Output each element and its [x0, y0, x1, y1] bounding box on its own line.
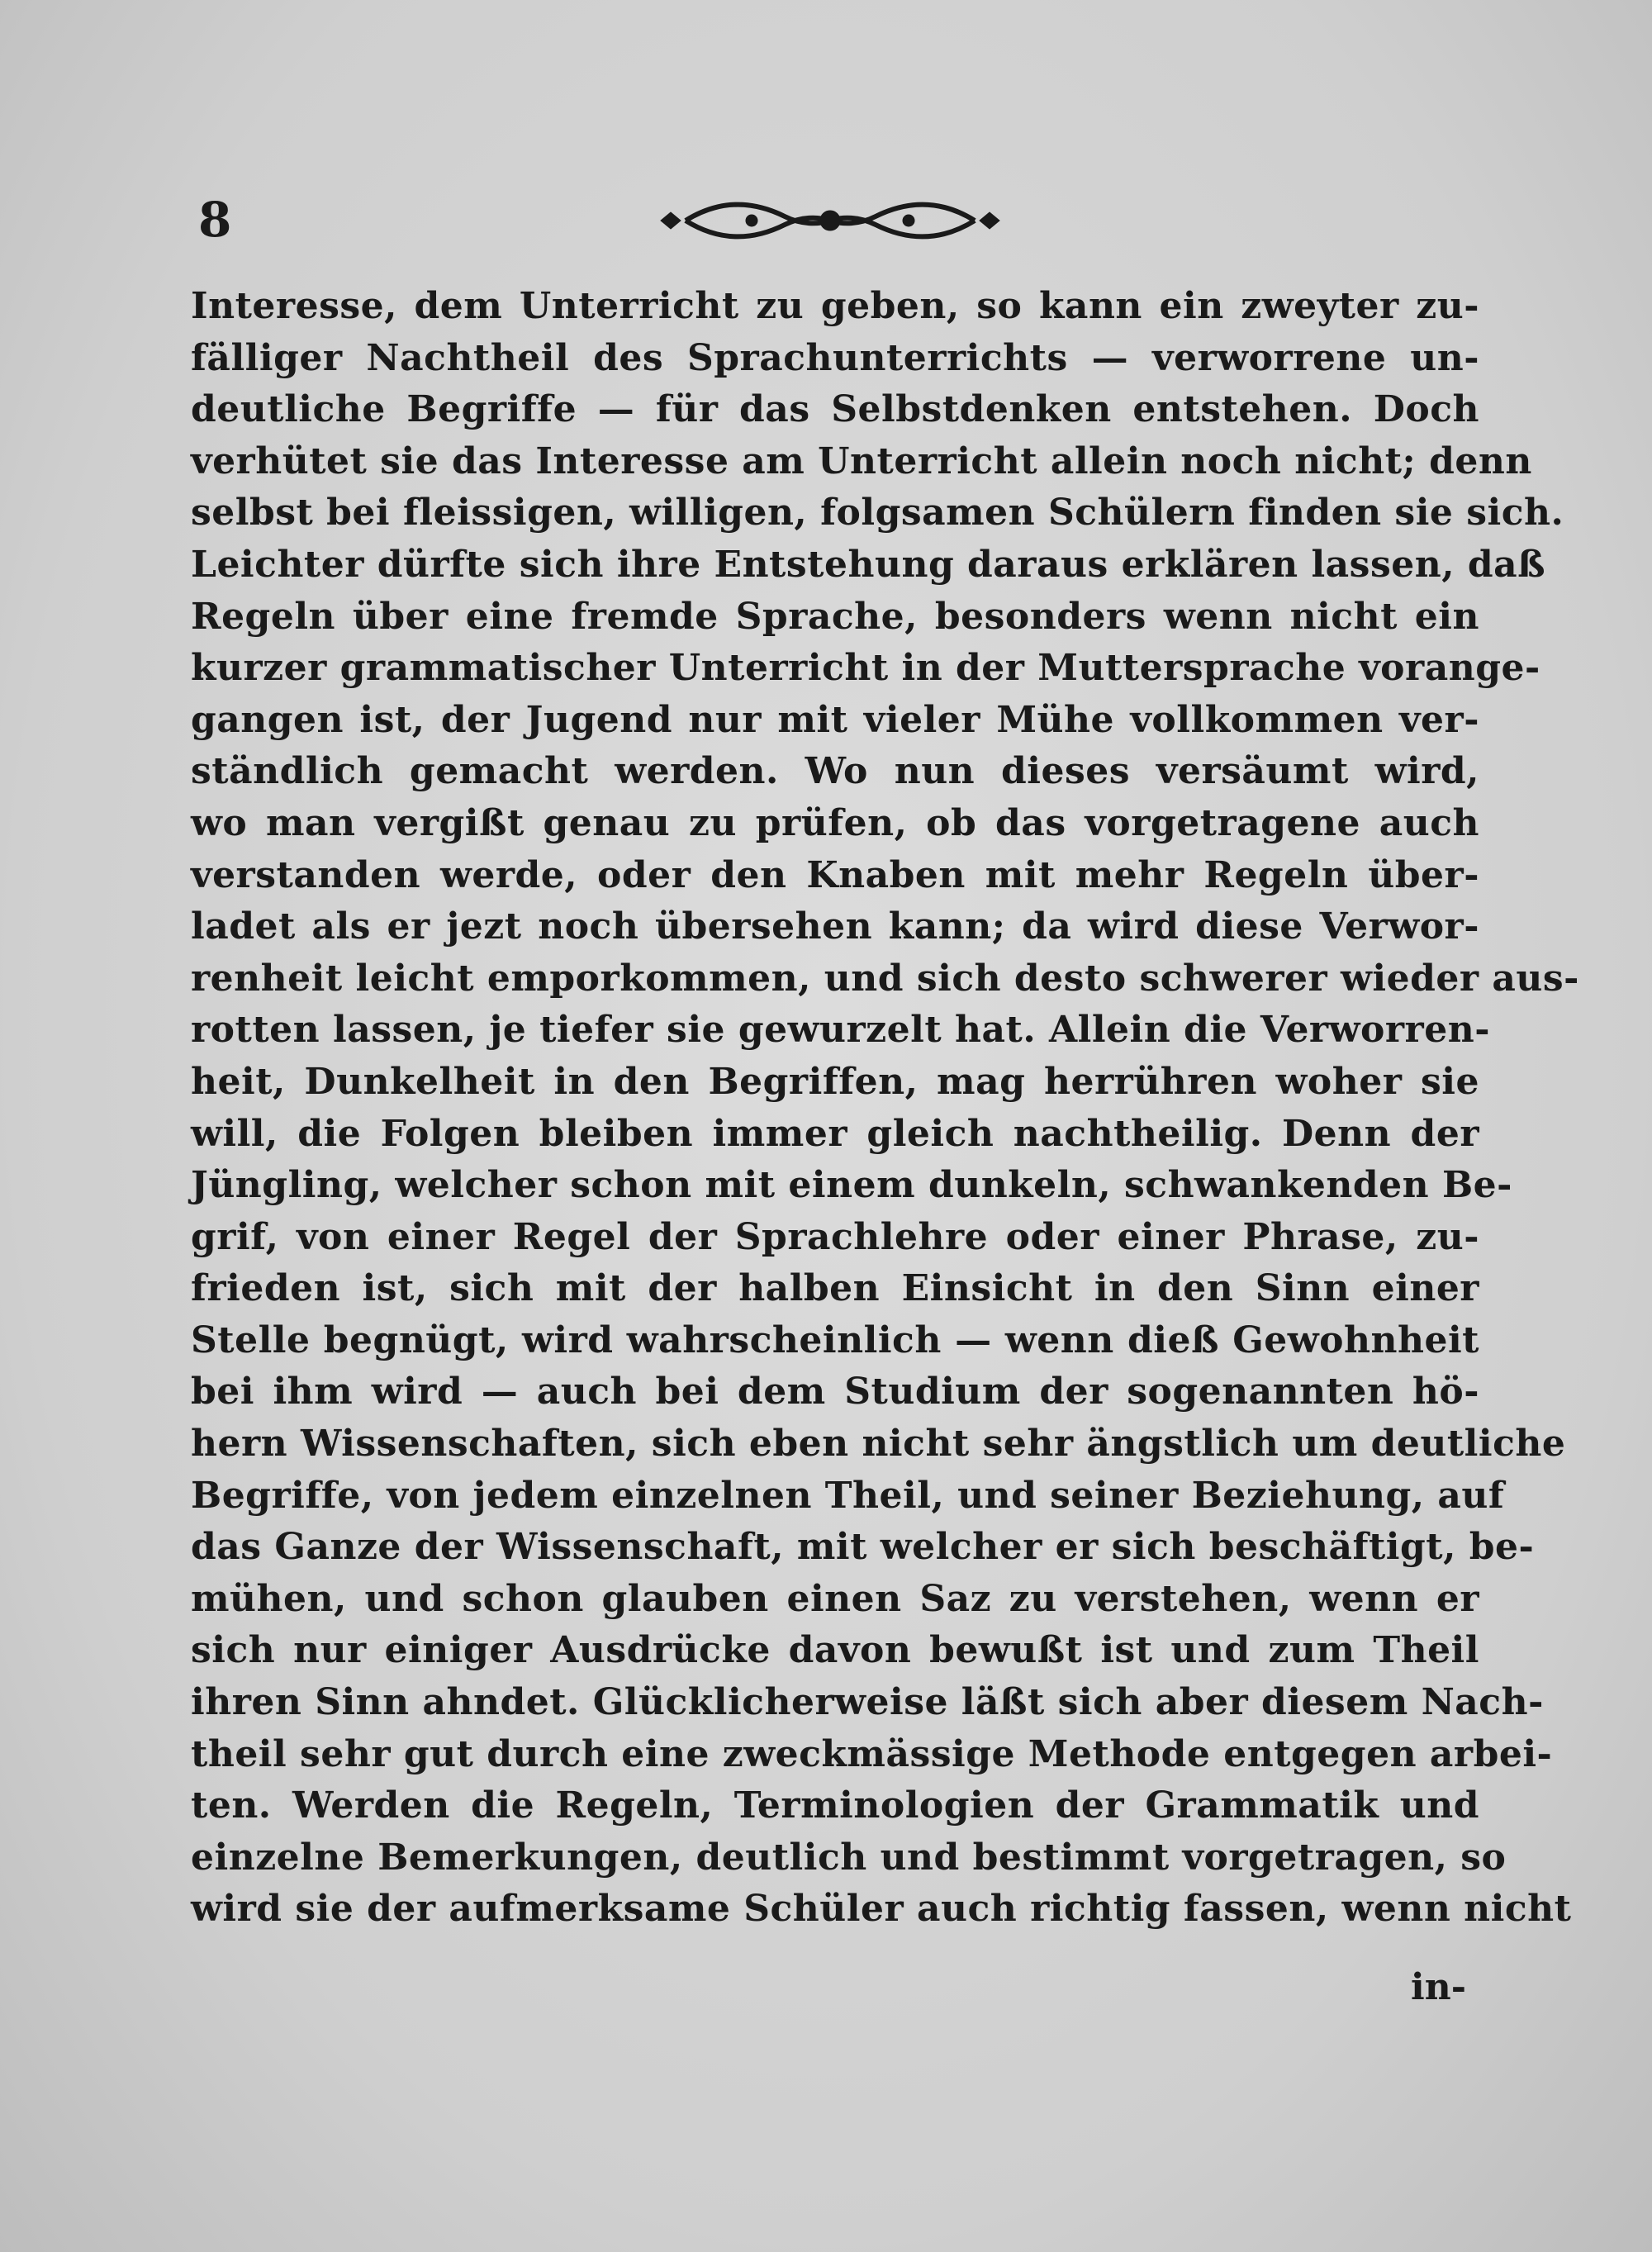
- text-line: theil sehr gut durch eine zweckmässige Methode entgegen arbei-: [191, 1732, 1553, 1775]
- page-number: 8: [198, 192, 232, 248]
- text-line: renheit leicht emporkommen, und sich desto schwerer wieder aus-: [191, 957, 1579, 1000]
- text-line: ständlich gemacht werden. Wo nun dieses versäumt wird,: [191, 750, 1479, 793]
- text-line: Interesse, dem Unterricht zu geben, so kann ein zweyter zu-: [191, 285, 1479, 327]
- text-line: heit, Dunkelheit in den Begriffen, mag herrühren woher sie: [191, 1060, 1479, 1103]
- text-line: Regeln über eine fremde Sprache, besonders wenn nicht ein: [191, 595, 1479, 638]
- text-line: sich nur einiger Ausdrücke davon bewußt ist und zum Theil: [191, 1629, 1479, 1672]
- text-line: wo man vergißt genau zu prüfen, ob das vorgetragene auch: [191, 801, 1479, 844]
- text-line: das Ganze der Wissenschaft, mit welcher er sich beschäftigt, be-: [191, 1526, 1535, 1569]
- text-line: selbst bei fleissigen, willigen, folgsamen Schülern finden sie sich.: [191, 492, 1564, 534]
- text-line: ladet als er jezt noch übersehen kann; da wird diese Verwor-: [191, 905, 1479, 948]
- text-line: verstanden werde, oder den Knaben mit mehr Regeln über-: [191, 853, 1479, 896]
- text-line: frieden ist, sich mit der halben Einsicht in den Sinn einer: [191, 1267, 1479, 1310]
- body-text: [191, 281, 1579, 1936]
- text-line: deutliche Begriffe — für das Selbstdenken entstehen. Doch: [191, 388, 1479, 431]
- text-line: Begriffe, von jedem einzelnen Theil, und seiner Beziehung, auf: [191, 1474, 1505, 1517]
- text-line: wird sie der aufmerksame Schüler auch richtig fassen, wenn nicht: [191, 1888, 1572, 1931]
- text-line: fälliger Nachtheil des Sprachunterrichts — verworrene un-: [191, 336, 1479, 379]
- text-line: Jüngling, welcher schon mit einem dunkeln, schwankenden Be-: [191, 1164, 1512, 1207]
- text-line: einzelne Bemerkungen, deutlich und bestimmt vorgetragen, so: [191, 1836, 1507, 1879]
- text-line: ihren Sinn ahndet. Glücklicherweise läßt sich aber diesem Nach-: [191, 1681, 1544, 1724]
- text-line: gangen ist, der Jugend nur mit vieler Mühe vollkommen ver-: [191, 698, 1479, 741]
- text-line: grif, von einer Regel der Sprachlehre oder einer Phrase, zu-: [191, 1215, 1479, 1258]
- text-line: ten. Werden die Regeln, Terminologien der Grammatik und: [191, 1784, 1479, 1827]
- text-line: Leichter dürfte sich ihre Entstehung daraus erklären lassen, daß: [191, 543, 1546, 586]
- text-line: rotten lassen, je tiefer sie gewurzelt hat. Allein die Verworren-: [191, 1009, 1490, 1052]
- text-line: verhütet sie das Interesse am Unterricht allein noch nicht; denn: [191, 439, 1532, 482]
- decorative-headpiece-ornament: [653, 192, 1008, 249]
- catchword: in-: [1411, 1966, 1466, 2008]
- text-line: bei ihm wird — auch bei dem Studium der sogenannten hö-: [191, 1371, 1479, 1413]
- text-line: Stelle begnügt, wird wahrscheinlich — wenn dieß Gewohnheit: [191, 1318, 1479, 1361]
- text-line: kurzer grammatischer Unterricht in der Muttersprache vorange-: [191, 647, 1540, 690]
- text-line: hern Wissenschaften, sich eben nicht sehr ängstlich um deutliche: [191, 1423, 1566, 1466]
- text-line: will, die Folgen bleiben immer gleich nachtheilig. Denn der: [191, 1112, 1479, 1155]
- text-line: mühen, und schon glauben einen Saz zu verstehen, wenn er: [191, 1577, 1479, 1620]
